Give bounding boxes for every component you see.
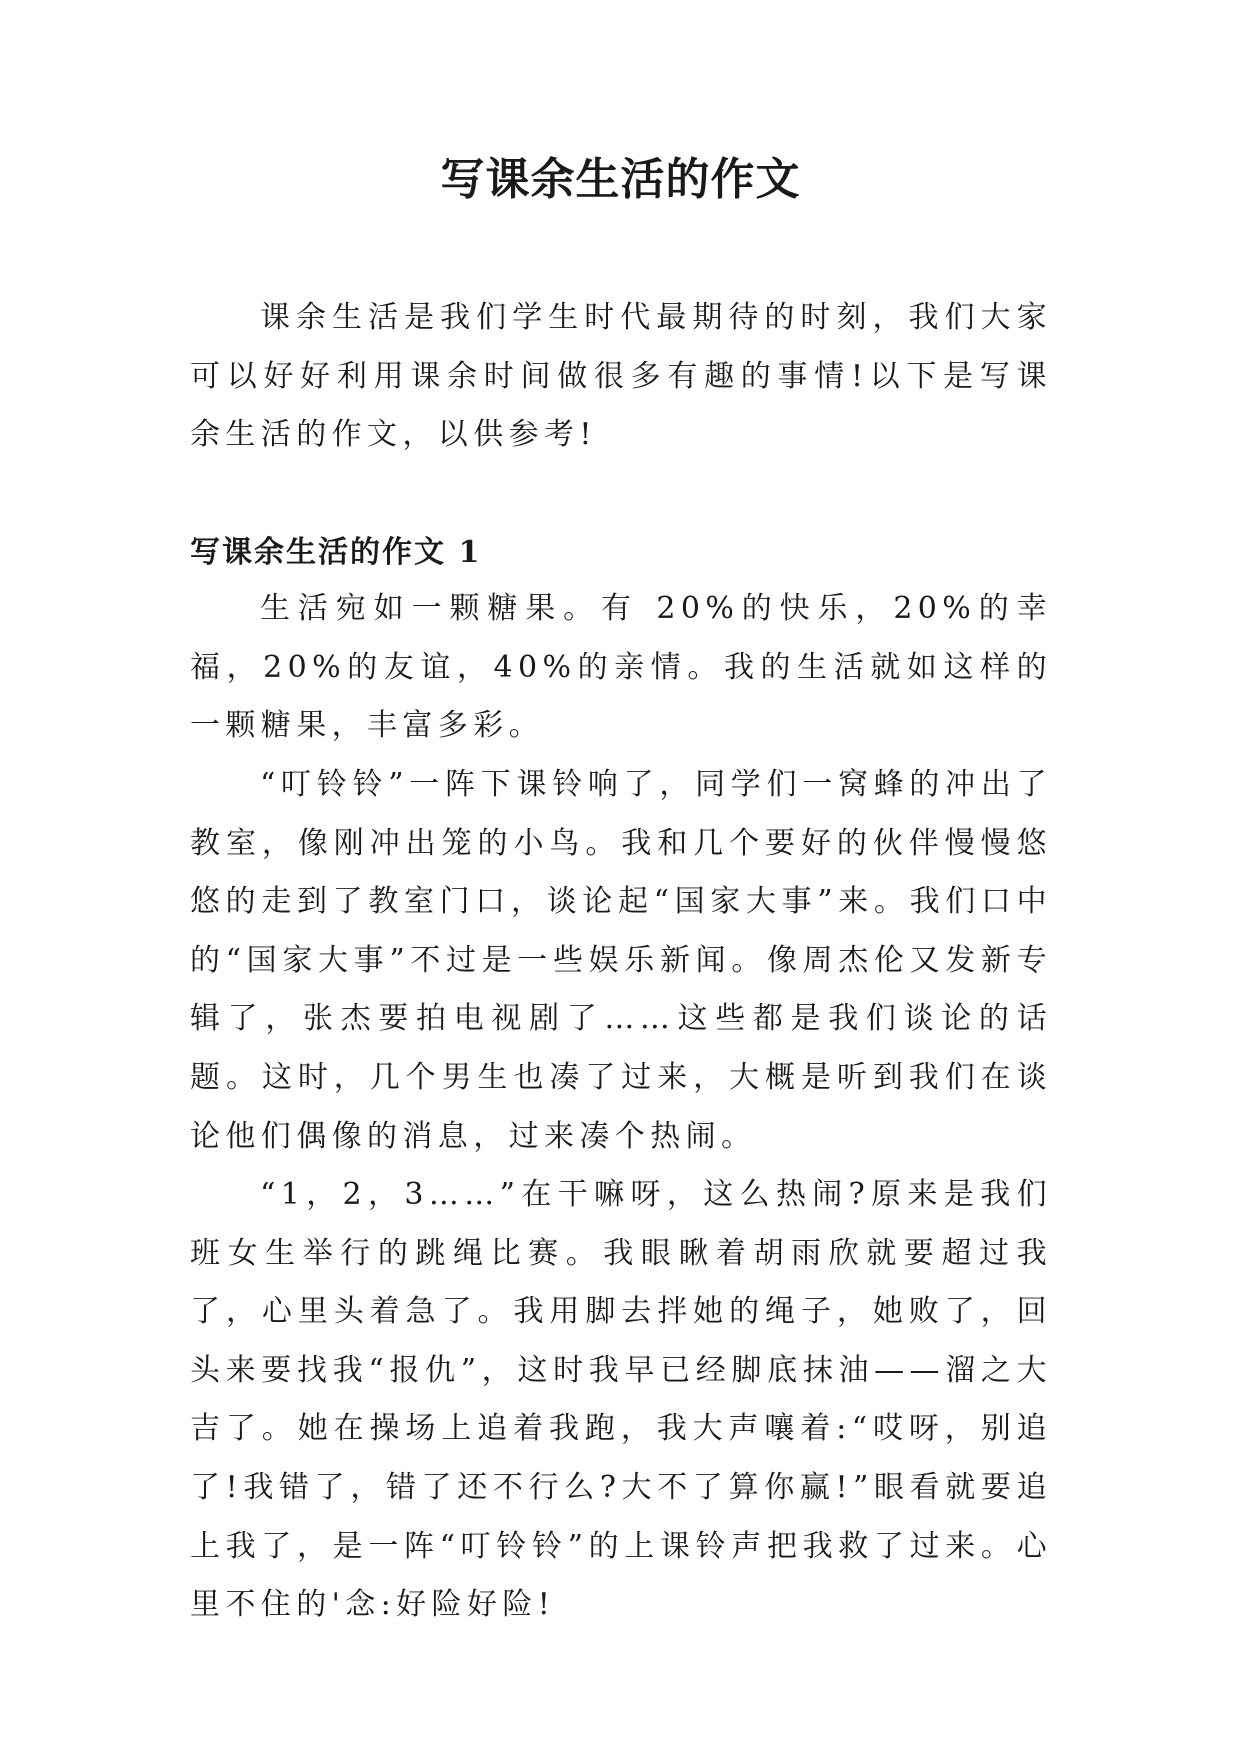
page-title: 写课余生活的作文 bbox=[440, 154, 801, 205]
body-paragraph: 生活宛如一颗糖果。有 20%的快乐，20%的幸福，20%的友谊，40%的亲情。我的生活就如这样的一颗糖果，丰富多彩。 bbox=[190, 591, 1052, 744]
body-paragraph: “叮铃铃”一阵下课铃响了，同学们一窝蜂的冲出了教室，像刚冲出笼的小鸟。我和几个要好的伙伴慢慢悠悠的走到了教室门口，谈论起“国家大事”来。我们口中的“国家大事”不过是一些娱乐新闻。像周杰伦又发新专辑了，张杰要拍电视剧了……这些都是我们谈论的话题。这时，几个男生也凑了过来，大概是听到我们在谈论他们偶像的消息，过来凑个热闹。 bbox=[190, 767, 1052, 1154]
body-paragraph: “1，2，3……”在干嘛呀，这么热闹?原来是我们班女生举行的跳绳比赛。我眼瞅着胡雨欣就要超过我了，心里头着急了。我用脚去拌她的绳子，她败了，回头来要找我“报仇”，这时我早已经脚底抹油——溜之大吉了。她在操场上追着我跑，我大声嚷着:“哎呀，别追了!我错了，错了还不行么?大不了算你赢!”眼看就要追上我了，是一阵“叮铃铃”的上课铃声把我救了过来。心里不住的'念:好险好险! bbox=[190, 1177, 1052, 1623]
section-heading: 写课余生活的作文 1 bbox=[190, 535, 482, 570]
intro-paragraph: 课余生活是我们学生时代最期待的时刻，我们大家可以好好利用课余时间做很多有趣的事情!以下是写课余生活的作文，以供参考! bbox=[190, 300, 1052, 453]
